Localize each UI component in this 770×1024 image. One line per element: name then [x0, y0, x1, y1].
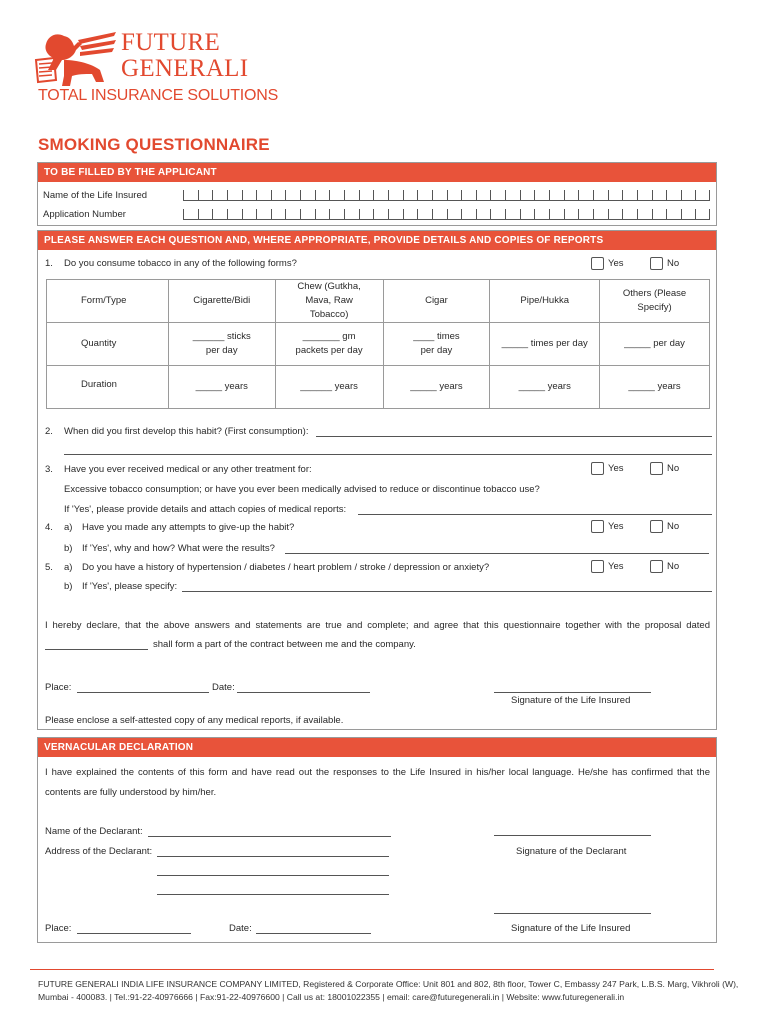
- brand-tagline: TOTAL INSURANCE SOLUTIONS: [38, 87, 279, 104]
- questions-header: PLEASE ANSWER EACH QUESTION AND, WHERE APPROPRIATE, PROVIDE DETAILS AND COPIES OF REPORTS: [38, 231, 716, 250]
- col-chew: Chew (Gutkha, Mava, Raw Tobacco): [275, 280, 383, 323]
- vernacular-place-line[interactable]: [77, 933, 191, 934]
- footer-line2: Mumbai - 400083. | Tel.:91-22-40976666 | Fax:91-22-40976600 | Call us at: 18001022355 | email: care@futuregenerali.in | Website: www.futuregenerali.in: [38, 992, 625, 1002]
- name-input-boxes[interactable]: [183, 190, 710, 201]
- footer: [38, 978, 739, 1004]
- place-label: Place:: [45, 682, 72, 693]
- declarant-address-line3[interactable]: [157, 894, 389, 895]
- q3-details-label: If 'Yes', please provide details and attach copies of medical reports:: [64, 504, 347, 515]
- q4-yes-checkbox[interactable]: [591, 520, 604, 533]
- q3-number: 3.: [45, 464, 53, 475]
- vernacular-place-label: Place:: [45, 923, 72, 934]
- date-label: Date:: [212, 682, 235, 693]
- q1-yes-checkbox[interactable]: [591, 257, 604, 270]
- declarant-signature-label: Signature of the Declarant: [516, 846, 627, 857]
- q5a-text: Do you have a history of hypertension / diabetes / heart problem / stroke / depression or anxiety?: [82, 562, 490, 573]
- q5b-text: If 'Yes', please specify:: [82, 581, 178, 592]
- q4-number: 4.: [45, 522, 53, 533]
- q5-yes-option[interactable]: Yes: [591, 560, 624, 573]
- q5b-answer-line[interactable]: [182, 591, 712, 592]
- vernacular-date-label: Date:: [229, 923, 252, 934]
- declarant-name-line[interactable]: [148, 836, 391, 837]
- quantity-pipe[interactable]: _____ times per day: [490, 323, 600, 366]
- proposal-date-line[interactable]: [45, 649, 148, 650]
- declaration-line2: shall form a part of the contract between me and the company.: [153, 639, 416, 650]
- q4a-letter: a): [64, 522, 73, 533]
- quantity-cigarette[interactable]: ______ sticks per day: [168, 323, 275, 366]
- signature-life-insured-label: Signature of the Life Insured: [511, 695, 631, 706]
- q3-details-line[interactable]: [358, 514, 712, 515]
- vernacular-date-line[interactable]: [256, 933, 371, 934]
- q1-text: Do you consume tobacco in any of the following forms?: [64, 258, 297, 269]
- declarant-address-line1[interactable]: [157, 856, 389, 857]
- vernacular-section: [37, 737, 717, 943]
- vernacular-header: VERNACULAR DECLARATION: [38, 738, 716, 757]
- q4-yes-option[interactable]: Yes: [591, 520, 624, 533]
- duration-chew[interactable]: ______ years: [275, 366, 383, 409]
- q5-no-checkbox[interactable]: [650, 560, 663, 573]
- declaration-line1: I hereby declare, that the above answers and statements are true and complete; and agree that this questionnaire together with the proposal dated: [45, 620, 710, 631]
- brand-name-line1: FUTURE: [121, 29, 221, 56]
- application-number-boxes[interactable]: [183, 209, 710, 220]
- insured-signature-label: Signature of the Life Insured: [511, 923, 631, 934]
- insured-signature-line[interactable]: [494, 913, 651, 914]
- vernacular-line2: contents are fully understood by him/her.: [45, 787, 217, 798]
- q4-no-checkbox[interactable]: [650, 520, 663, 533]
- q4b-text: If 'Yes', why and how? What were the results?: [82, 543, 275, 554]
- form-title: SMOKING QUESTIONNAIRE: [38, 135, 270, 154]
- declarant-address-label: Address of the Declarant:: [45, 846, 153, 857]
- quantity-chew[interactable]: _______ gm packets per day: [275, 323, 383, 366]
- declarant-signature-line[interactable]: [494, 835, 651, 836]
- q1-yes-option[interactable]: Yes: [591, 257, 624, 270]
- signature-line[interactable]: [494, 692, 651, 693]
- applicant-section: [37, 162, 717, 226]
- brand-name-line2: GENERALI: [121, 55, 249, 82]
- quantity-label: Quantity: [47, 323, 169, 366]
- duration-others[interactable]: _____ years: [600, 366, 710, 409]
- quantity-cigar[interactable]: ____ times per day: [383, 323, 490, 366]
- declarant-address-line2[interactable]: [157, 875, 389, 876]
- q3-yes-checkbox[interactable]: [591, 462, 604, 475]
- col-others: Others (Please Specify): [600, 280, 710, 323]
- quantity-others[interactable]: _____ per day: [600, 323, 710, 366]
- col-pipe: Pipe/Hukka: [490, 280, 600, 323]
- q4-no-option[interactable]: No: [650, 520, 679, 533]
- footer-divider: [30, 969, 714, 970]
- applicant-header: TO BE FILLED BY THE APPLICANT: [38, 163, 716, 182]
- q5-yes-checkbox[interactable]: [591, 560, 604, 573]
- duration-pipe[interactable]: _____ years: [490, 366, 600, 409]
- q3-subtext: Excessive tobacco consumption; or have you ever been medically advised to reduce or discontinue tobacco use?: [64, 484, 540, 495]
- vernacular-line1: I have explained the contents of this form and have read out the responses to the Life Insured in his/her local language. He/she has confirmed that the: [45, 767, 710, 778]
- questions-section: [37, 230, 717, 730]
- col-cigarette: Cigarette/Bidi: [168, 280, 275, 323]
- lion-logo-icon: [34, 30, 118, 88]
- q3-no-checkbox[interactable]: [650, 462, 663, 475]
- q4b-letter: b): [64, 543, 73, 554]
- date-line[interactable]: [237, 692, 370, 693]
- q2-text: When did you first develop this habit? (First consumption):: [64, 426, 309, 437]
- duration-cigar[interactable]: _____ years: [383, 366, 490, 409]
- col-cigar: Cigar: [383, 280, 490, 323]
- q5b-letter: b): [64, 581, 73, 592]
- application-number-label: Application Number: [43, 209, 126, 220]
- q1-number: 1.: [45, 258, 53, 269]
- enclose-note: Please enclose a self-attested copy of any medical reports, if available.: [45, 715, 344, 726]
- name-label: Name of the Life Insured: [43, 190, 148, 201]
- q2-answer-line[interactable]: [316, 436, 712, 437]
- col-form-type: Form/Type: [47, 280, 169, 323]
- q2-answer-line-2[interactable]: [64, 454, 712, 455]
- duration-cigarette[interactable]: _____ years: [168, 366, 275, 409]
- q4a-text: Have you made any attempts to give-up the habit?: [82, 522, 295, 533]
- q5-number: 5.: [45, 562, 53, 573]
- footer-line1: FUTURE GENERALI INDIA LIFE INSURANCE COMPANY LIMITED, Registered & Corporate Office: Unit 801 and 802, 8th floor, Tower C, Embassy 247 Park, L.B.S. Marg, Vikhroli (W),: [38, 979, 739, 989]
- q5a-letter: a): [64, 562, 73, 573]
- q2-number: 2.: [45, 426, 53, 437]
- q1-no-checkbox[interactable]: [650, 257, 663, 270]
- q3-yes-option[interactable]: Yes: [591, 462, 624, 475]
- declarant-name-label: Name of the Declarant:: [45, 826, 143, 837]
- q3-no-option[interactable]: No: [650, 462, 679, 475]
- q5-no-option[interactable]: No: [650, 560, 679, 573]
- place-line[interactable]: [77, 692, 209, 693]
- q3-text: Have you ever received medical or any other treatment for:: [64, 464, 312, 475]
- duration-label: Duration: [47, 366, 169, 409]
- tobacco-table: [46, 279, 710, 409]
- q4b-answer-line[interactable]: [285, 553, 709, 554]
- q1-no-option[interactable]: No: [650, 257, 679, 270]
